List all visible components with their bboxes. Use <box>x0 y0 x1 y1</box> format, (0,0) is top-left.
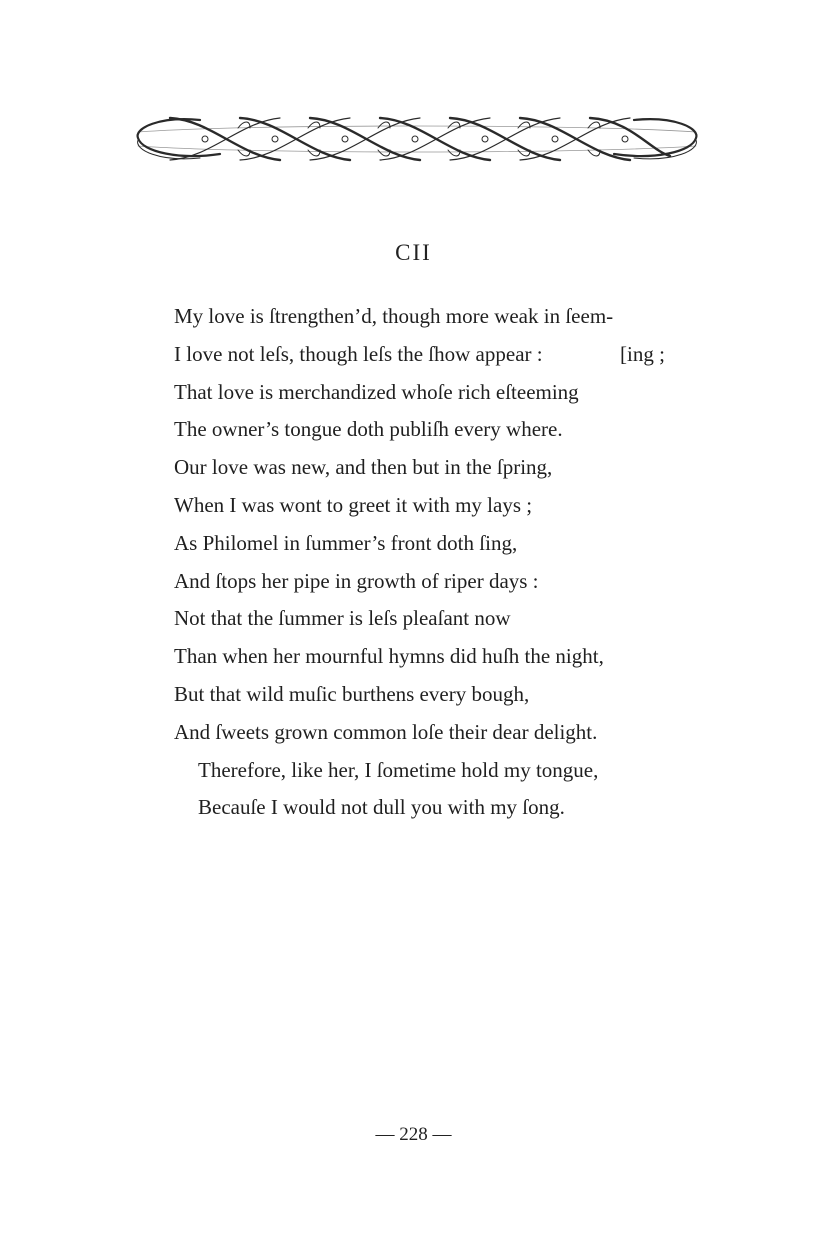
poem-line: Not that the ſummer is leſs pleaſant now <box>174 606 511 631</box>
poem-line <box>174 336 734 374</box>
couplet-line: Therefore, like her, I ſometime hold my tongue, <box>198 757 599 782</box>
poem-line: That love is merchandized whoſe rich eſteeming <box>174 379 579 404</box>
poem-line: As Philomel in ſummer’s front doth ſing, <box>174 530 518 555</box>
poem-line: Our love was new, and then but in the ſpring, <box>174 455 553 480</box>
sonnet-title: CII <box>395 240 432 265</box>
turnover-fragment: [ing ; <box>620 341 665 366</box>
poem-line-text: I love not leſs, though leſs the ſhow appear : <box>174 341 543 366</box>
poem-line: When I was wont to greet it with my lays ; <box>174 492 533 517</box>
poem-line: But that wild muſic burthens every bough, <box>174 681 530 706</box>
poem-line: My love is ſtrengthen’d, though more weak in ſeem- <box>174 304 614 328</box>
page-number: — 228 — <box>375 1124 452 1145</box>
decorative-headpiece-ornament <box>130 106 704 170</box>
poem-line: And ſweets grown common loſe their dear delight. <box>174 719 598 744</box>
couplet-line: Becauſe I would not dull you with my ſong. <box>198 795 565 820</box>
poem-line: The owner’s tongue doth publiſh every where. <box>174 417 563 442</box>
sonnet-text <box>174 298 734 827</box>
poem-line: Than when her mournful hymns did huſh the night, <box>174 644 604 669</box>
poem-line: And ſtops her pipe in growth of riper days : <box>174 568 539 593</box>
